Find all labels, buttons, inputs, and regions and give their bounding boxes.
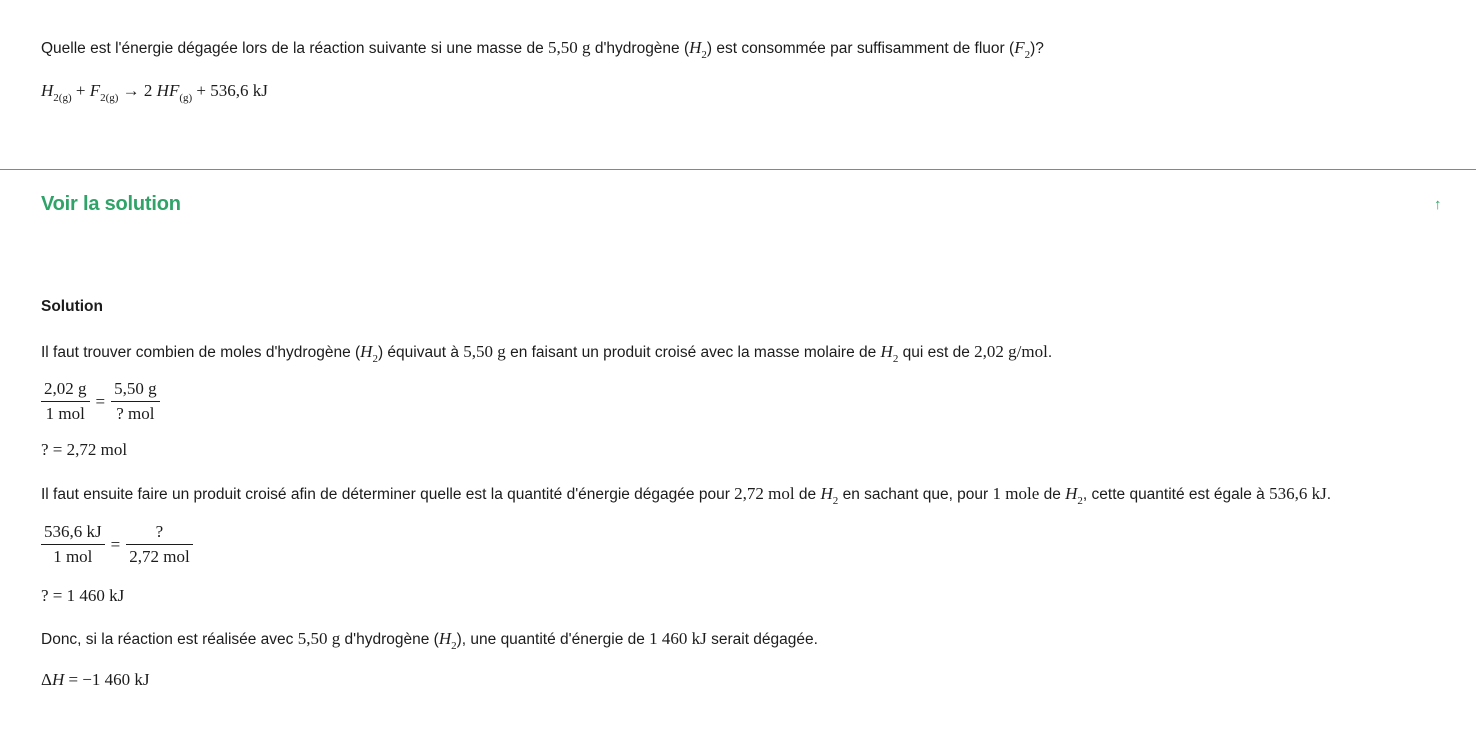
subscript: 2(g) — [53, 92, 72, 104]
one-mole-value: 1 mole — [992, 484, 1040, 503]
fluorine-symbol: F — [1014, 38, 1025, 57]
hydrogen-symbol: H — [880, 342, 893, 361]
arrow-up-icon[interactable]: ↑ — [1434, 196, 1442, 213]
equals-sign: = — [95, 391, 106, 411]
hydrogen-symbol: H — [689, 38, 702, 57]
energy-value: 1 460 kJ — [649, 629, 707, 648]
question-text — [41, 38, 1044, 61]
molar-mass-value: 2,02 g/mol — [974, 342, 1048, 361]
reactant-hydrogen: H — [41, 81, 54, 100]
reactant-fluorine: F — [89, 81, 101, 100]
numerator: 2,02 g — [41, 379, 90, 402]
solution-heading: Solution — [41, 298, 103, 315]
denominator: 2,72 mol — [129, 547, 190, 566]
solution-step-1 — [41, 342, 1052, 365]
numerator: 536,6 kJ — [41, 522, 105, 545]
step-text: ) équivaut à — [377, 344, 464, 361]
enthalpy-symbol: H — [51, 670, 65, 689]
plus-sign: + — [71, 81, 90, 100]
solution-step-2 — [41, 484, 1331, 507]
hydrogen-symbol: H — [360, 342, 373, 361]
hydrogen-symbol: H — [438, 629, 452, 648]
question-part: Quelle est l'énergie dégagée lors de la réaction suivante si une masse de — [41, 40, 549, 57]
subscript: 2 — [1077, 495, 1083, 507]
question-part: ) est consommée par suffisamment de fluor ( — [706, 40, 1015, 57]
equals-sign: = — [110, 534, 121, 554]
cross-product-equation-2 — [41, 522, 193, 567]
show-solution-button[interactable]: Voir la solution — [41, 193, 181, 215]
result-2: ? = 1 460 kJ — [41, 586, 125, 605]
result-1: ? = 2,72 mol — [41, 440, 128, 459]
step-text: qui est de — [898, 344, 975, 361]
mass-value: 5,50 g — [548, 38, 591, 57]
section-divider — [0, 169, 1476, 170]
subscript: 2 — [372, 353, 378, 365]
fraction — [41, 522, 105, 567]
subscript: 2 — [832, 495, 839, 507]
numerator: ? — [126, 522, 192, 545]
denominator: 1 mol — [45, 404, 85, 423]
hydrogen-symbol: H — [820, 484, 833, 503]
step-text: Il faut trouver combien de moles d'hydrogène ( — [41, 344, 361, 361]
conclusion-text — [41, 629, 818, 652]
subscript: 2 — [1024, 49, 1031, 61]
energy-value: 536,6 kJ — [1269, 484, 1327, 503]
step-text: de — [1039, 486, 1066, 503]
fraction — [41, 379, 90, 424]
enthalpy-value: = −1 460 kJ — [64, 670, 150, 689]
product-hf: HF — [156, 81, 180, 100]
reaction-energy: + 536,6 kJ — [192, 81, 268, 100]
cross-product-equation-1 — [41, 379, 160, 424]
mass-value: 5,50 g — [463, 342, 506, 361]
subscript: 2 — [451, 640, 457, 652]
step-text: en sachant que, pour — [838, 486, 993, 503]
denominator: 1 mol — [53, 547, 93, 566]
step-text: de — [794, 486, 821, 503]
subscript: (g) — [179, 92, 193, 104]
question-part: d'hydrogène ( — [590, 40, 690, 57]
reaction-arrow: → 2 — [118, 81, 157, 100]
step-text: . — [1047, 344, 1053, 361]
step-text: d'hydrogène ( — [340, 631, 439, 648]
enthalpy-result — [41, 670, 150, 690]
step-text: en faisant un produit croisé avec la masse molaire de — [505, 344, 881, 361]
mass-value: 5,50 g — [297, 629, 341, 648]
numerator: 5,50 g — [111, 379, 160, 402]
subscript: 2 — [892, 353, 899, 365]
step-text: , cette quantité est égale à — [1082, 486, 1270, 503]
step-text: ), une quantité d'énergie de — [456, 631, 650, 648]
subscript: 2 — [701, 49, 707, 61]
reaction-equation — [41, 81, 268, 104]
delta-symbol: Δ — [41, 670, 52, 689]
moles-value: 2,72 mol — [734, 484, 795, 503]
fraction — [126, 522, 192, 567]
step-text: serait dégagée. — [706, 631, 818, 648]
step-text: Il faut ensuite faire un produit croisé afin de déterminer quelle est la quantité d'énergie dégagée pour — [41, 486, 735, 503]
question-part: )? — [1030, 40, 1044, 57]
fraction — [111, 379, 160, 424]
step-text: Donc, si la réaction est réalisée avec — [41, 631, 298, 648]
step-text: . — [1326, 486, 1331, 503]
subscript: 2(g) — [100, 92, 119, 104]
hydrogen-symbol: H — [1065, 484, 1078, 503]
denominator: ? mol — [116, 404, 155, 423]
